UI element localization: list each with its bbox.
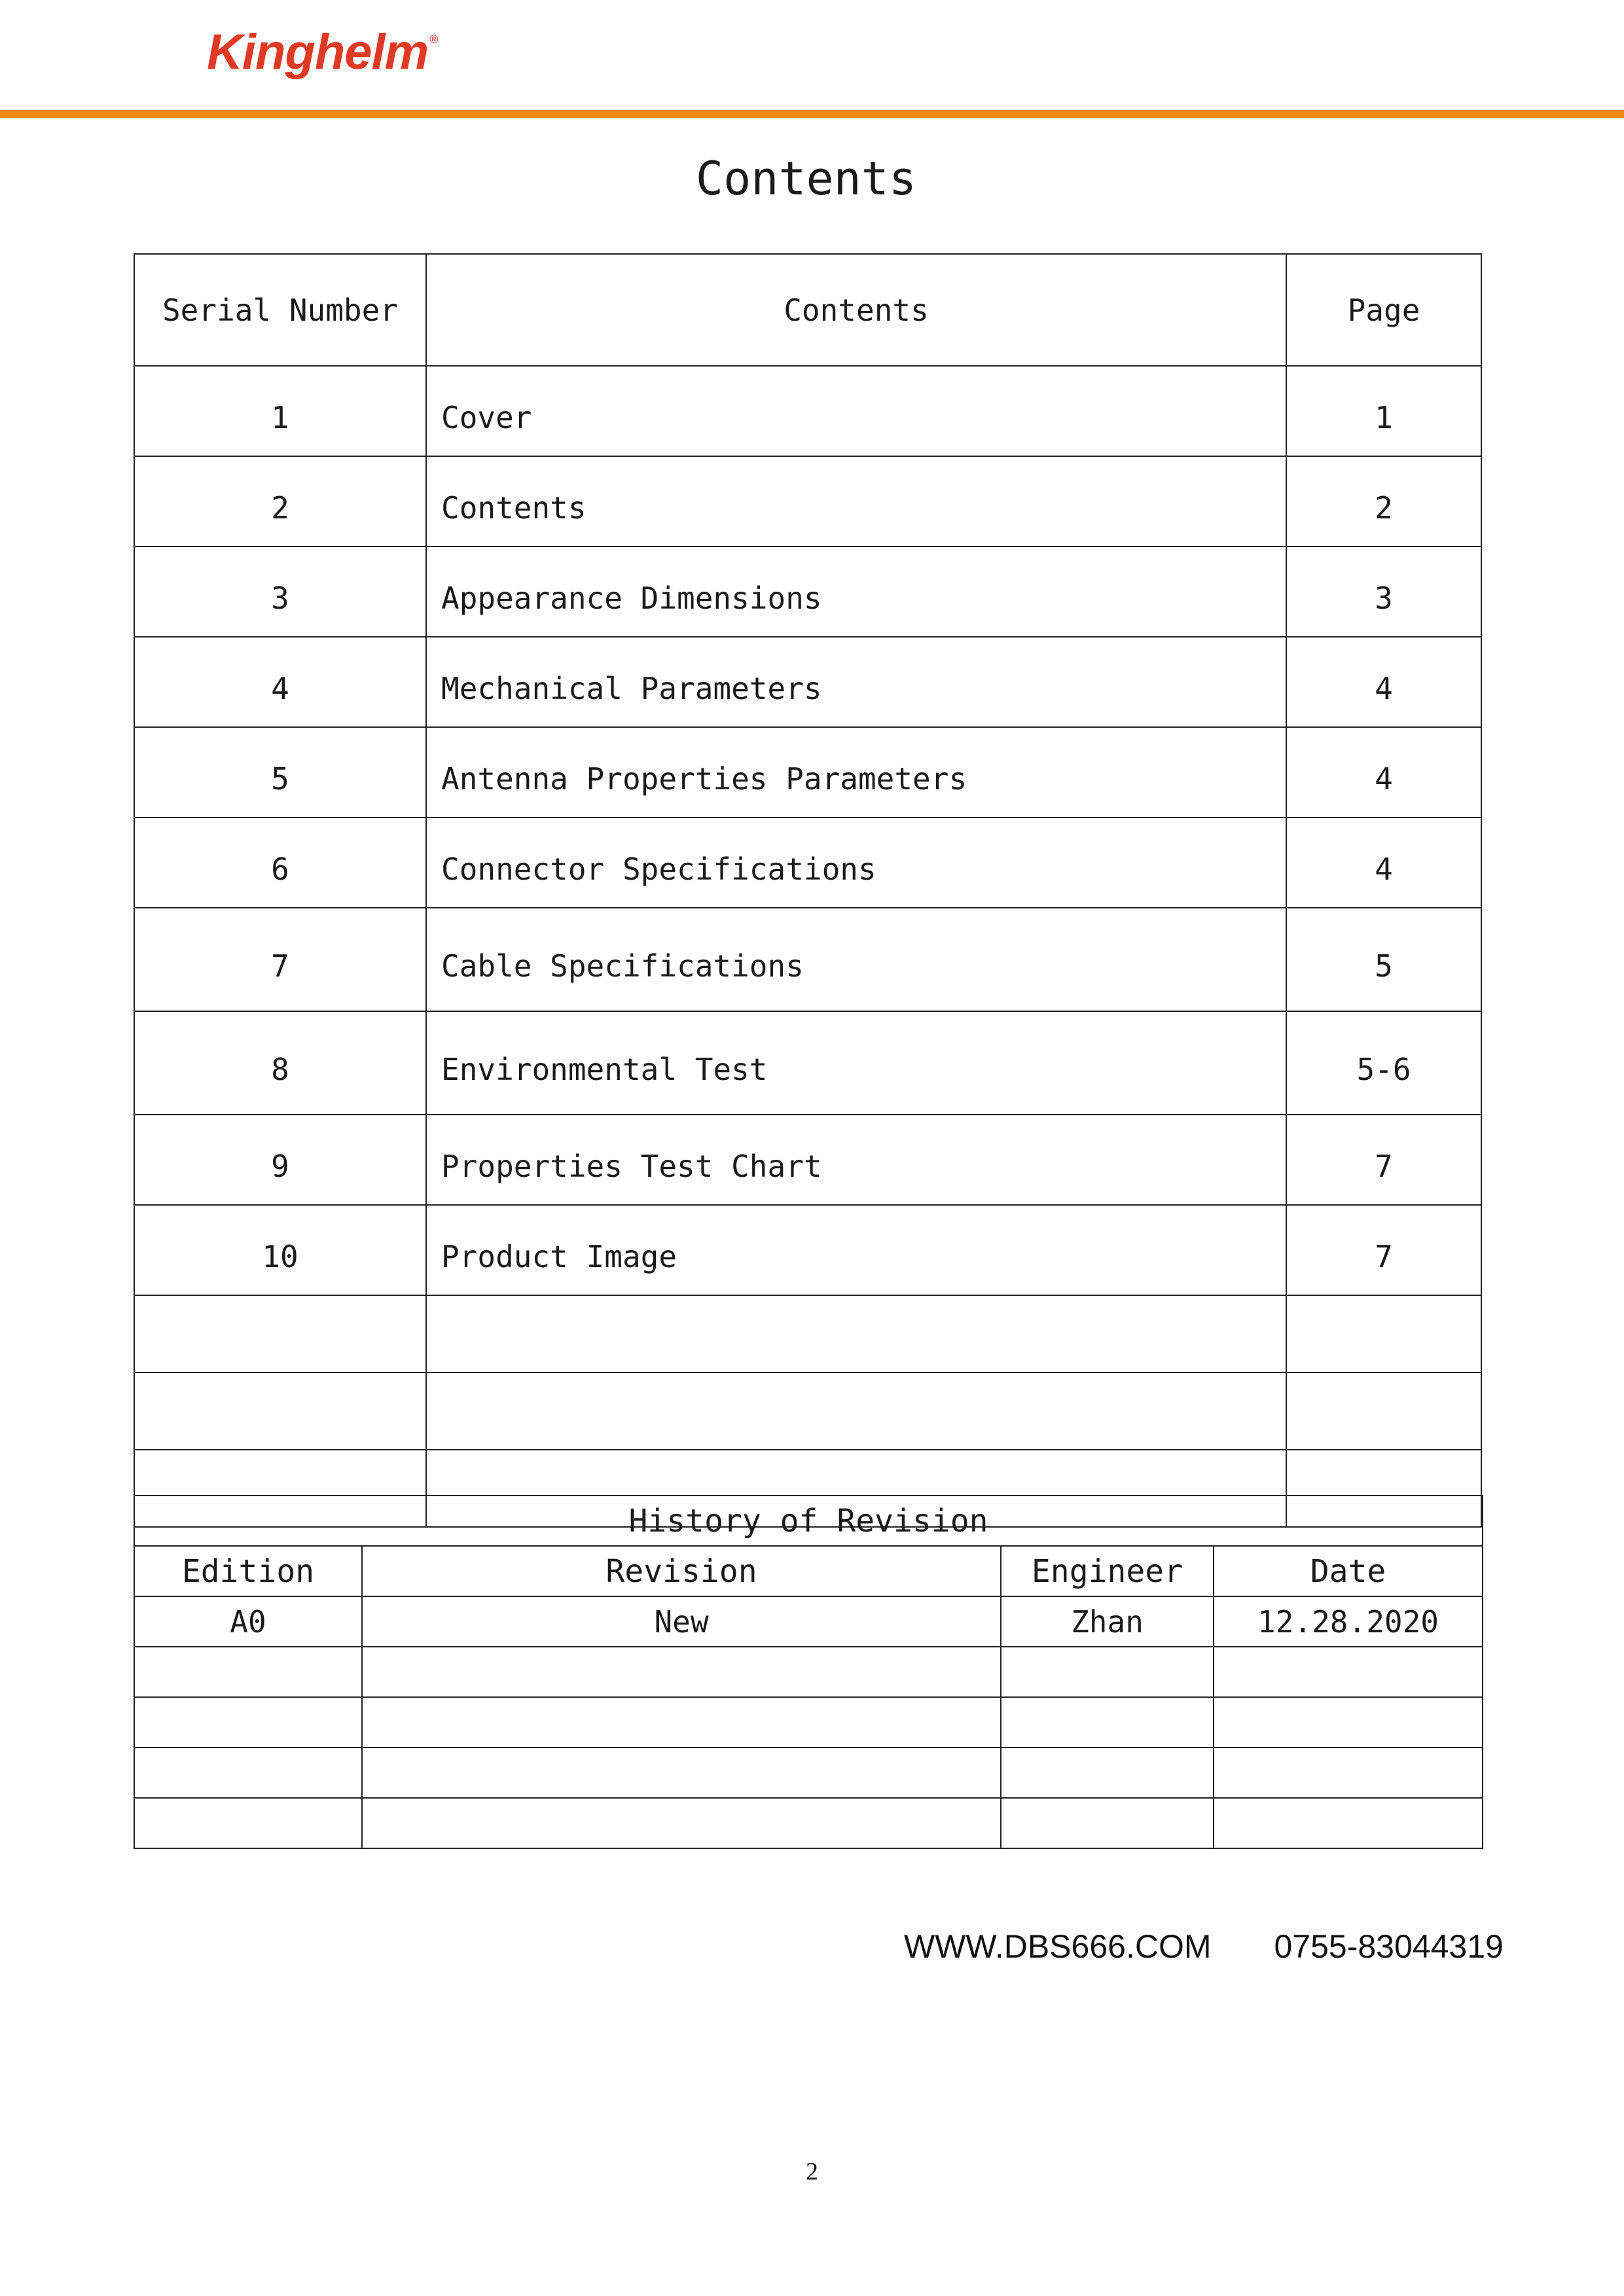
page-cell: 4: [1286, 637, 1481, 727]
phone-number: 0755-83044319: [1274, 1928, 1504, 1965]
empty-cell: [134, 1697, 362, 1748]
empty-cell: [1286, 1295, 1481, 1372]
page-cell: 1: [1286, 366, 1481, 456]
empty-cell: [134, 1798, 362, 1848]
kinghelm-logo: Kinghelm ®: [207, 24, 438, 80]
serial-number-cell: 7: [134, 908, 426, 1011]
serial-number-cell: 5: [134, 727, 426, 817]
table-row: [134, 366, 1481, 456]
table-row: [134, 456, 1481, 547]
empty-cell: [134, 1295, 426, 1372]
website-link[interactable]: WWW.DBS666.COM: [904, 1928, 1212, 1965]
header-edition: Edition: [134, 1546, 362, 1596]
page-cell: 5: [1286, 908, 1481, 1011]
revision-title-row: [134, 1496, 1483, 1546]
empty-cell: [134, 1372, 426, 1450]
page-title: Contents: [695, 152, 917, 206]
page-number: 2: [806, 2158, 818, 2185]
empty-cell: [1001, 1798, 1214, 1848]
table-row: [134, 637, 1481, 727]
engineer-cell: Zhan: [1001, 1596, 1214, 1647]
empty-row: [134, 1295, 1481, 1372]
empty-cell: [134, 1748, 362, 1798]
serial-number-cell: 9: [134, 1115, 426, 1205]
table-row: [134, 1596, 1483, 1647]
empty-cell: [1001, 1647, 1214, 1697]
empty-cell: [362, 1798, 1001, 1848]
empty-cell: [426, 1295, 1286, 1372]
contents-table: [134, 253, 1482, 1528]
header-engineer: Engineer: [1001, 1546, 1214, 1596]
contents-cell: Properties Test Chart: [426, 1115, 1286, 1205]
contents-cell: Environmental Test: [426, 1011, 1286, 1115]
contents-cell: Mechanical Parameters: [426, 637, 1286, 727]
serial-number-cell: 6: [134, 817, 426, 908]
empty-cell: [362, 1748, 1001, 1798]
revision-cell: New: [362, 1596, 1001, 1647]
table-header-row: [134, 254, 1481, 366]
header-revision: Revision: [362, 1546, 1001, 1596]
contents-cell: Antenna Properties Parameters: [426, 727, 1286, 817]
empty-cell: [1286, 1372, 1481, 1450]
serial-number-cell: 8: [134, 1011, 426, 1115]
page-cell: 4: [1286, 817, 1481, 908]
empty-cell: [362, 1697, 1001, 1748]
serial-number-cell: 1: [134, 366, 426, 456]
empty-cell: [1001, 1748, 1214, 1798]
page-cell: 7: [1286, 1205, 1481, 1295]
empty-row: [134, 1647, 1483, 1697]
contents-cell: Connector Specifications: [426, 817, 1286, 908]
page-cell: 5-6: [1286, 1011, 1481, 1115]
page-cell: 7: [1286, 1115, 1481, 1205]
contents-cell: Cable Specifications: [426, 908, 1286, 1011]
table-row: [134, 1205, 1481, 1295]
empty-row: [134, 1798, 1483, 1848]
table-row: [134, 727, 1481, 817]
date-cell: 12.28.2020: [1214, 1596, 1483, 1647]
table-row: [134, 547, 1481, 637]
contents-cell: Cover: [426, 366, 1286, 456]
empty-cell: [134, 1647, 362, 1697]
revision-header-row: [134, 1546, 1483, 1596]
serial-number-cell: 10: [134, 1205, 426, 1295]
page-cell: 4: [1286, 727, 1481, 817]
empty-cell: [362, 1647, 1001, 1697]
edition-cell: A0: [134, 1596, 362, 1647]
empty-cell: [1001, 1697, 1214, 1748]
header-date: Date: [1214, 1546, 1483, 1596]
serial-number-cell: 3: [134, 547, 426, 637]
serial-number-cell: 4: [134, 637, 426, 727]
table-row: [134, 908, 1481, 1011]
empty-cell: [1214, 1798, 1483, 1848]
page-cell: 3: [1286, 547, 1481, 637]
table-row: [134, 1011, 1481, 1115]
contents-cell: Contents: [426, 456, 1286, 547]
header-page: Page: [1286, 254, 1481, 366]
header-rule: [0, 110, 1624, 118]
empty-cell: [1214, 1697, 1483, 1748]
serial-number-cell: 2: [134, 456, 426, 547]
table-row: [134, 817, 1481, 908]
empty-row: [134, 1748, 1483, 1798]
table-row: [134, 1115, 1481, 1205]
contents-cell: Product Image: [426, 1205, 1286, 1295]
empty-cell: [1214, 1647, 1483, 1697]
header-contents: Contents: [426, 254, 1286, 366]
empty-row: [134, 1372, 1481, 1450]
empty-cell: [1214, 1748, 1483, 1798]
footer-contact: [904, 1928, 1504, 1965]
header-serial-number: Serial Number: [134, 254, 426, 366]
revision-history-table: [134, 1495, 1483, 1849]
page-cell: 2: [1286, 456, 1481, 547]
empty-cell: [426, 1372, 1286, 1450]
contents-cell: Appearance Dimensions: [426, 547, 1286, 637]
empty-row: [134, 1697, 1483, 1748]
revision-history-title: History of Revision: [134, 1496, 1483, 1546]
